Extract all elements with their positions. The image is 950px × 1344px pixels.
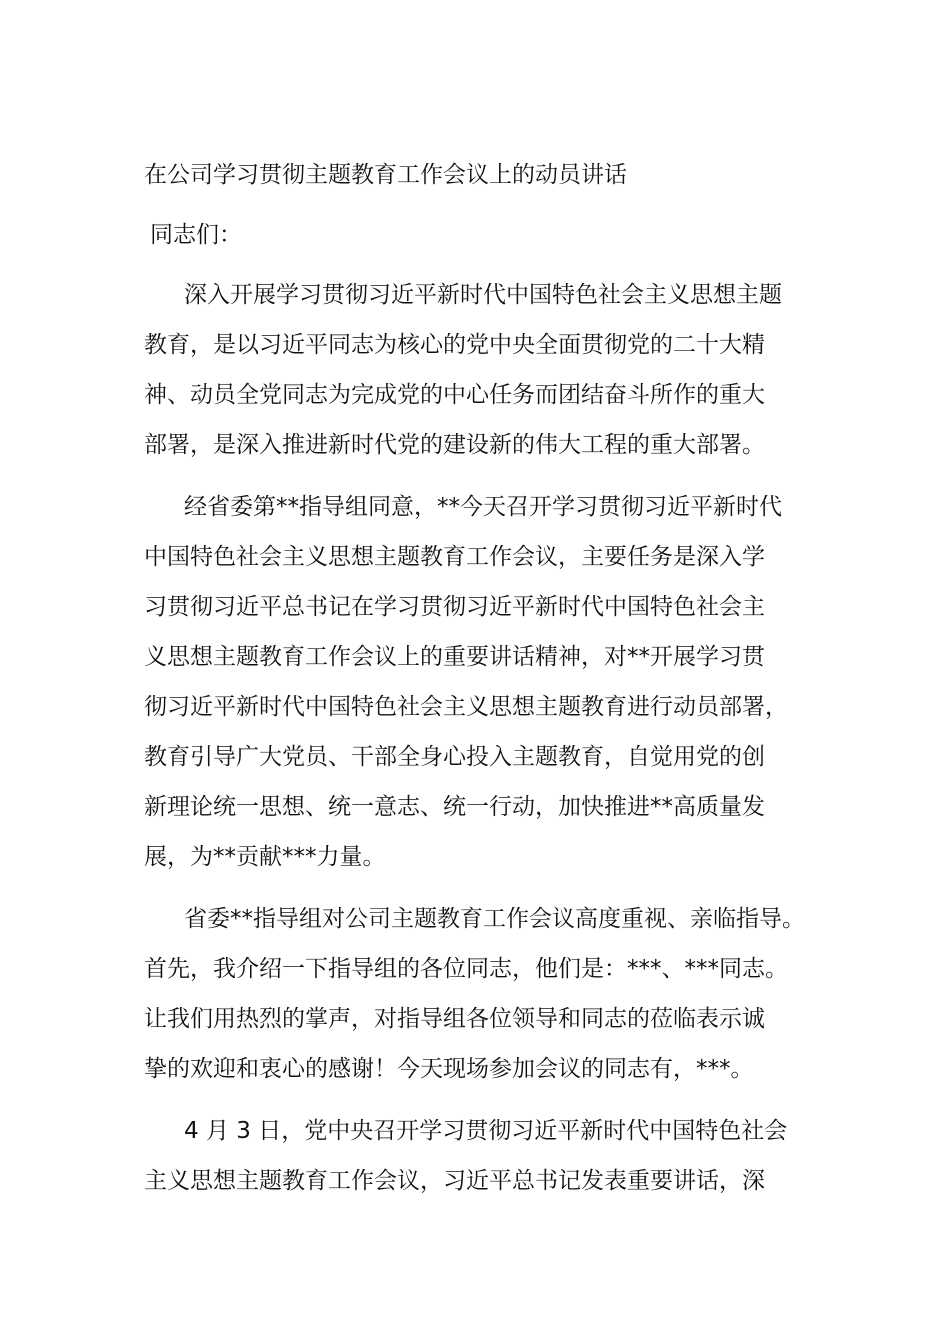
paragraph-2: [144, 482, 819, 882]
paragraph-line: 义思想主题教育工作会议上的重要讲话精神，对**开展学习贯: [144, 644, 765, 670]
paragraph-line: 神、动员全党同志为完成党的中心任务而团结奋斗所作的重大: [144, 382, 765, 408]
document-body: [144, 152, 819, 1206]
paragraph-line: 新理论统一思想、统一意志、统一行动，加快推进**高质量发: [144, 794, 765, 820]
paragraph-line: 教育引导广大党员、干部全身心投入主题教育，自觉用党的创: [144, 744, 765, 770]
paragraph-line: 中国特色社会主义思想主题教育工作会议，主要任务是深入学: [144, 544, 765, 570]
paragraph-3: [144, 894, 819, 1094]
paragraph-1: [144, 270, 819, 470]
paragraph-line: 深入开展学习贯彻习近平新时代中国特色社会主义思想主题: [184, 282, 782, 308]
document-title: 在公司学习贯彻主题教育工作会议上的动员讲话: [144, 162, 627, 188]
paragraph-line: 部署，是深入推进新时代党的建设新的伟大工程的重大部署。: [144, 432, 765, 458]
paragraph-line: 挚的欢迎和衷心的感谢！今天现场参加会议的同志有，***。: [144, 1056, 754, 1082]
salutation: 同志们：: [150, 222, 242, 248]
paragraph-line: 展，为**贡献***力量。: [144, 844, 386, 870]
paragraph-line: 首先，我介绍一下指导组的各位同志，他们是：***、***同志。: [144, 956, 788, 982]
paragraph-line: 教育，是以习近平同志为核心的党中央全面贯彻党的二十大精: [144, 332, 765, 358]
paragraph-line: 4 月 3 日，党中央召开学习贯彻习近平新时代中国特色社会: [184, 1118, 788, 1144]
paragraph-line: 习贯彻习近平总书记在学习贯彻习近平新时代中国特色社会主: [144, 594, 765, 620]
paragraph-line: 经省委第**指导组同意，**今天召开学习贯彻习近平新时代: [184, 494, 782, 520]
paragraph-line: 主义思想主题教育工作会议，习近平总书记发表重要讲话，深: [144, 1168, 765, 1194]
paragraph-4: [144, 1106, 819, 1206]
paragraph-line: 彻习近平新时代中国特色社会主义思想主题教育进行动员部署，: [144, 694, 788, 720]
paragraph-line: 省委**指导组对公司主题教育工作会议高度重视、亲临指导。: [184, 906, 805, 932]
paragraph-line: 让我们用热烈的掌声，对指导组各位领导和同志的莅临表示诚: [144, 1006, 765, 1032]
